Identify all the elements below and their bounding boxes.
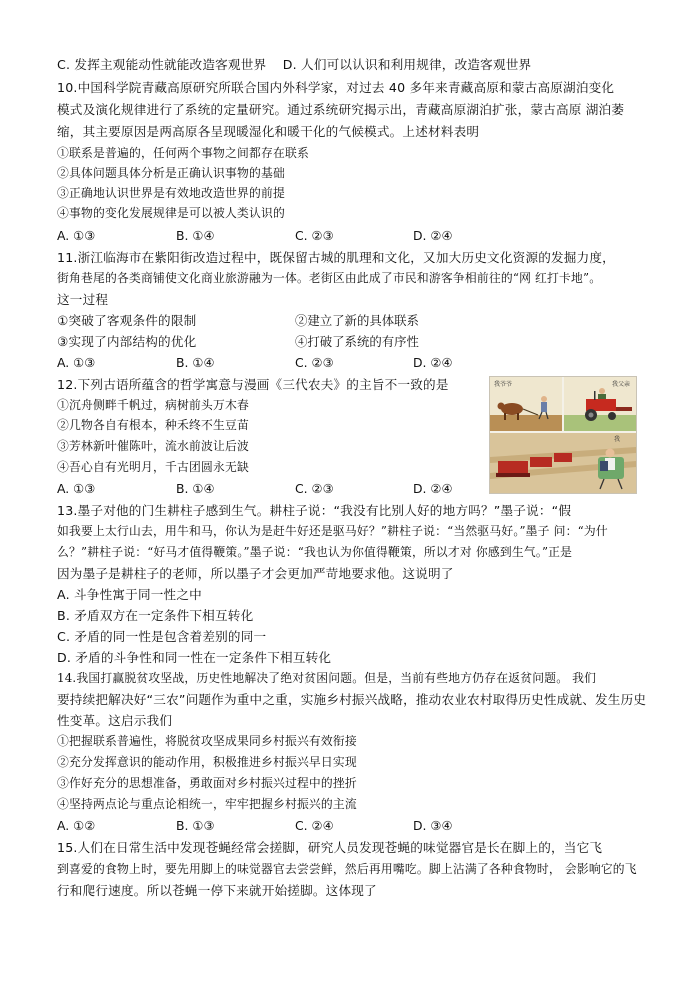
q11-item-3: ③实现了内部结构的优化 (57, 334, 197, 349)
q10-item-4: ④事物的变化发展规律是可以被人类认识的 (57, 206, 285, 220)
q9-option-d: D. 人们可以认识和利用规律，改造客观世界 (282, 57, 532, 72)
q10-item-2: ②具体问题具体分析是正确认识事物的基础 (57, 166, 285, 180)
q10-stem-line-3: 缩，其主要原因是两高原各呈现暖湿化和暖干化的气候模式。上述材料表明 (57, 124, 480, 139)
q13-stem-line-3: 么？”耕柱子说：“好马才值得鞭策。”墨子说：“我也认为你值得鞭策，所以才对 你感到生气。”正是 (57, 545, 573, 559)
q13-option-b: B. 矛盾双方在一定条件下相互转化 (57, 608, 254, 623)
q14-option-b: B. ①③ (176, 818, 215, 833)
q11-option-c: C. ②③ (295, 355, 334, 370)
three-generations-farmer-cartoon (489, 376, 637, 494)
q10-option-d: D. ②④ (413, 228, 453, 243)
q12-item-4: ④吾心自有光明月，千古团圆永无缺 (57, 460, 249, 474)
q11-option-a: A. ①③ (57, 355, 96, 370)
q11-option-d: D. ②④ (413, 355, 453, 370)
q11-stem-line-2: 街角巷尾的各类商铺使文化商业旅游融为一体。老街区由此成了市民和游客争相前往的“网 红打卡地”。 (57, 271, 602, 285)
q12-option-c: C. ②③ (295, 481, 334, 496)
q12-item-3: ③芳林新叶催陈叶，流水前波让后波 (57, 439, 249, 453)
q15-stem-line-1: 15.人们在日常生活中发现苍蝇经常会搓脚，研究人员发现苍蝇的味觉器官是长在脚上的，当它飞 (57, 840, 603, 855)
q11-item-4: ④打破了系统的有序性 (295, 334, 419, 349)
q9-option-c: C. 发挥主观能动性就能改造客观世界 (57, 57, 267, 72)
q13-stem-line-2: 如我要上太行山去，用牛和马，你认为是赶牛好还是驱马好？”耕柱子说：“当然驱马好。”墨子 问：“为什 (57, 524, 608, 538)
q12-option-b: B. ①④ (176, 481, 215, 496)
q10-item-1: ①联系是普遍的，任何两个事物之间都存在联系 (57, 146, 309, 160)
q10-option-b: B. ①④ (176, 228, 215, 243)
q13-option-d: D. 矛盾的斗争性和同一性在一定条件下相互转化 (57, 650, 332, 665)
cartoon-label-father: 我父亲 (612, 381, 631, 388)
q11-option-b: B. ①④ (176, 355, 215, 370)
q12-item-1: ①沉舟侧畔千帆过，病树前头万木春 (57, 398, 249, 412)
q13-stem-line-4: 因为墨子是耕柱子的老师，所以墨子才会更加严苛地要求他。这说明了 (57, 566, 454, 581)
q11-stem-line-3: 这一过程 (57, 292, 109, 307)
q10-option-a: A. ①③ (57, 228, 96, 243)
q11-item-2: ②建立了新的具体联系 (295, 313, 419, 328)
q13-option-c: C. 矛盾的同一性是包含着差别的同一 (57, 629, 267, 644)
q14-stem-line-3: 性变革。这启示我们 (57, 713, 173, 728)
q13-option-a: A. 斗争性寓于同一性之中 (57, 587, 202, 602)
q10-stem-line-1: 10.中国科学院青藏高原研究所联合国内外科学家，对过去 40 多年来青藏高原和蒙古高原湖泊变化 (57, 80, 615, 95)
q11-item-1: ①突破了客观条件的限制 (57, 313, 197, 328)
q14-item-4: ④坚持两点论与重点论相统一，牢牢把握乡村振兴的主流 (57, 797, 357, 811)
q10-stem-line-2: 模式及演化规律进行了系统的定量研究。通过系统研究揭示出，青藏高原湖泊扩张，蒙古高原 湖泊萎 (57, 102, 625, 117)
q12-option-d: D. ②④ (413, 481, 453, 496)
q13-stem-line-1: 13.墨子对他的门生耕柱子感到生气。耕柱子说：“我没有比别人好的地方吗？”墨子说：“假 (57, 503, 572, 518)
q9-options-line (57, 54, 531, 75)
q14-item-3: ③作好充分的思想准备，勇敢面对乡村振兴过程中的挫折 (57, 776, 357, 790)
q12-item-2: ②几物各自有根本，种禾终不生豆苗 (57, 418, 249, 432)
q14-option-d: D. ③④ (413, 818, 453, 833)
q12-stem: 12.下列古语所蕴含的哲学寓意与漫画《三代农夫》的主旨不一致的是 (57, 377, 449, 392)
q15-stem-line-3: 行和爬行速度。所以苍蝇一停下来就开始搓脚。这体现了 (57, 883, 377, 898)
q14-item-1: ①把握联系普遍性，将脱贫攻坚成果同乡村振兴有效衔接 (57, 734, 357, 748)
q14-option-c: C. ②④ (295, 818, 334, 833)
q10-option-c: C. ②③ (295, 228, 334, 243)
q14-stem-line-2: 要持续把解决好“三农”问题作为重中之重，实施乡村振兴战略，推动农业农村取得历史性成就、发生历史 (57, 692, 647, 707)
q14-item-2: ②充分发挥意识的能动作用，积极推进乡村振兴早日实现 (57, 755, 357, 769)
q12-option-a: A. ①③ (57, 481, 96, 496)
cartoon-label-me: 我 (614, 436, 621, 443)
q11-stem-line-1: 11.浙江临海市在紫阳街改造过程中，既保留古城的肌理和文化，又加大历史文化资源的发掘力度， (57, 250, 615, 265)
q14-stem-line-1: 14.我国打赢脱贫攻坚战，历史性地解决了绝对贫困问题。但是，当前有些地方仍存在返贫问题。 我们 (57, 671, 597, 685)
q14-option-a: A. ①② (57, 818, 96, 833)
cartoon-label-grandfather: 我爷爷 (494, 381, 513, 388)
q15-stem-line-2: 到喜爱的食物上时，要先用脚上的味觉器官去尝尝鲜，然后再用嘴吃。脚上沾满了各种食物时， 会影响它的飞 (57, 862, 637, 876)
q10-item-3: ③正确地认识世界是有效地改造世界的前提 (57, 186, 285, 200)
